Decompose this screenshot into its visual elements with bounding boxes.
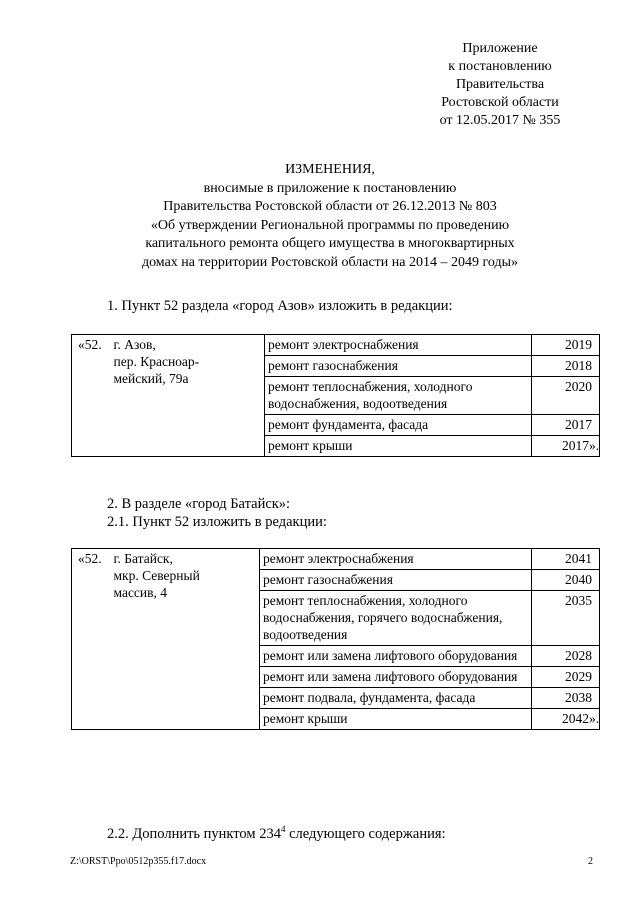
heading-title: ИЗМЕНЕНИЯ,: [285, 162, 375, 177]
appendix-line: от 12.05.2017 № 355: [439, 113, 561, 128]
address-line: г. Азов,: [113, 337, 156, 352]
work-cell: ремонт крыши: [265, 436, 532, 457]
address-cell: [110, 335, 265, 457]
year-cell: 2028: [532, 646, 600, 667]
year-cell: 2041: [532, 549, 600, 570]
appendix-line: Правительства: [455, 77, 545, 92]
paragraph-2-2: [107, 825, 446, 843]
work-cell: ремонт фундамента, фасада: [265, 415, 532, 436]
address-line: массив, 4: [113, 585, 168, 600]
year-cell: 2019: [532, 335, 600, 356]
year-cell: 2017».: [532, 436, 600, 457]
year-cell: 2017: [532, 415, 600, 436]
work-cell: ремонт подвала, фундамента, фасада: [260, 688, 532, 709]
year-cell: 2020: [532, 377, 600, 415]
appendix-line: к постановлению: [448, 59, 552, 74]
heading-line: капитального ремонта общего имущества в многоквартирных: [145, 236, 515, 251]
paragraph-text: следующего содержания:: [285, 826, 446, 842]
work-cell: ремонт электроснабжения: [260, 549, 532, 570]
year-cell: 2035: [532, 591, 600, 646]
item-number: «52.: [72, 549, 110, 730]
year-cell: 2029: [532, 667, 600, 688]
address-line: пер. Красноар-: [113, 354, 200, 369]
work-cell: ремонт или замена лифтового оборудования: [260, 667, 532, 688]
paragraph-1: 1. Пункт 52 раздела «город Азов» изложить в редакции:: [107, 298, 453, 314]
address-line: мкр. Северный: [113, 568, 200, 583]
work-cell: ремонт теплоснабжения, холодного водоснабжения, горячего водоснабжения, водоотведения: [260, 591, 532, 646]
work-cell: ремонт электроснабжения: [265, 335, 532, 356]
address-cell: [110, 549, 260, 730]
work-cell: ремонт крыши: [260, 709, 532, 730]
page-number: 2: [588, 856, 593, 867]
heading-line: Правительства Ростовской области от 26.12.2013 № 803: [163, 199, 497, 214]
appendix-block: [400, 40, 600, 130]
work-cell: ремонт газоснабжения: [260, 570, 532, 591]
year-cell: 2040: [532, 570, 600, 591]
appendix-line: Приложение: [462, 41, 538, 56]
work-cell: ремонт теплоснабжения, холодного водоснабжения, водоотведения: [265, 377, 532, 415]
address-line: мейский, 79а: [113, 371, 189, 386]
heading-line: домах на территории Ростовской области на 2014 – 2049 годы»: [141, 254, 519, 270]
heading-line: вносимые в приложение к постановлению: [203, 180, 457, 196]
table-row: [72, 335, 600, 356]
work-cell: ремонт газоснабжения: [265, 356, 532, 377]
table-azov: [71, 334, 600, 457]
table-row: [72, 549, 600, 570]
superscript: 4: [280, 824, 286, 834]
document-heading: [60, 161, 600, 272]
year-cell: 2038: [532, 688, 600, 709]
paragraph-2-1: 2.1. Пункт 52 изложить в редакции:: [107, 514, 327, 530]
footer-file-path: Z:\ORST\Ppo\0512p355.f17.docx: [70, 856, 207, 867]
paragraph-2: 2. В разделе «город Батайск»:: [107, 496, 291, 512]
item-number: «52.: [72, 335, 110, 457]
heading-line: «Об утверждении Региональной программы по проведению: [150, 217, 510, 233]
table-bataysk: [71, 548, 600, 730]
address-line: г. Батайск,: [113, 551, 173, 566]
year-cell: 2018: [532, 356, 600, 377]
year-cell: 2042».: [532, 709, 600, 730]
paragraph-text: 2.2. Дополнить пунктом 234: [107, 826, 281, 842]
work-cell: ремонт или замена лифтового оборудования: [260, 646, 532, 667]
appendix-line: Ростовской области: [441, 95, 559, 110]
